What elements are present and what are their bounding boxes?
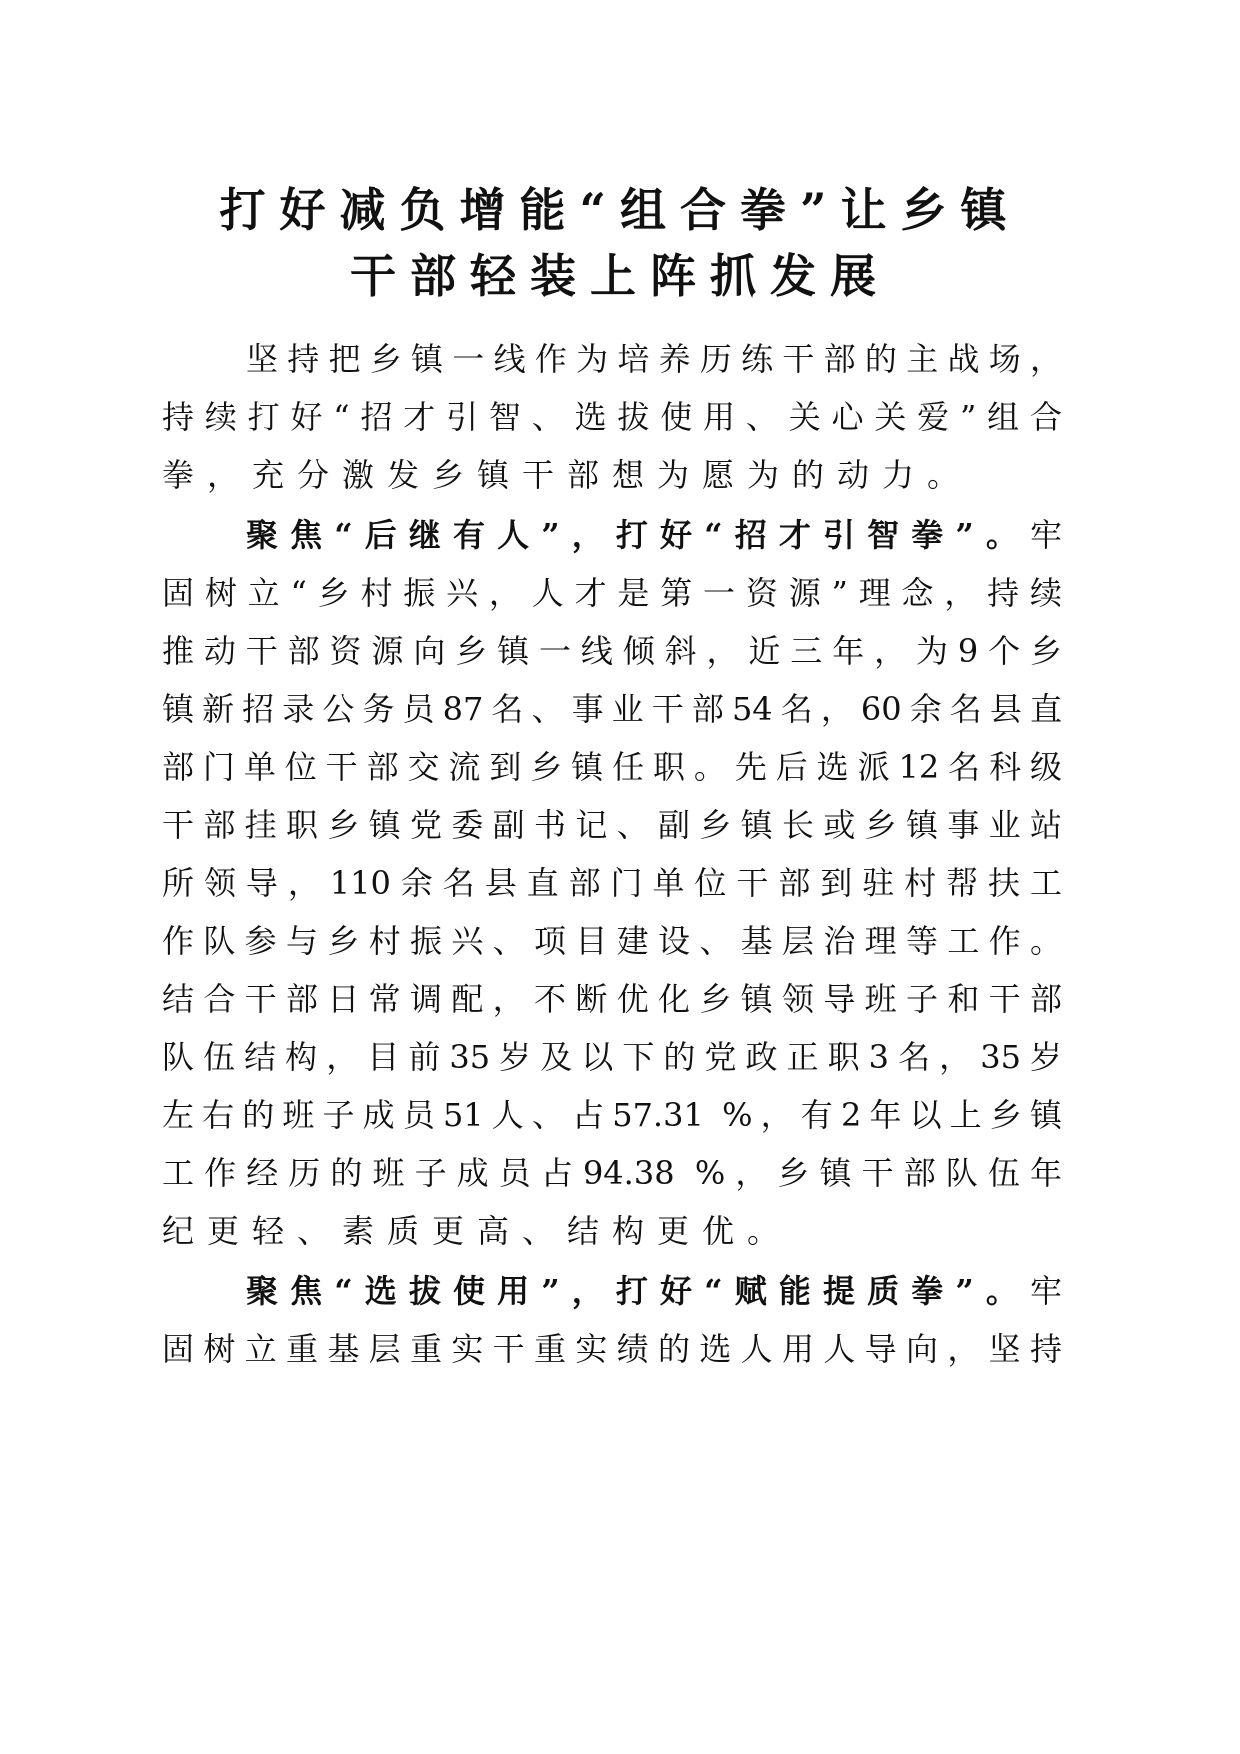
paragraph-3-line-2: 固树立重基层重实干重实绩的选人用人导向，坚持 — [162, 1330, 1062, 1368]
paragraph-2-line-7: 所领导，110余名县直部门单位干部到驻村帮扶工 — [162, 864, 1062, 902]
paragraph-2-line-4: 镇新招录公务员87名、事业干部54名，60余名县直 — [162, 690, 1062, 728]
paragraph-2-line-3: 推动干部资源向乡镇一线倾斜，近三年，为9个乡 — [162, 632, 1062, 670]
paragraph-1-line-1: 坚持把乡镇一线作为培养历练干部的主战场， — [246, 340, 1062, 378]
paragraph-3-heading: 聚焦“选拔使用”，打好“赋能提质拳”。 — [246, 1272, 1030, 1310]
paragraph-2-line-2: 固树立“乡村振兴，人才是第一资源”理念，持续 — [162, 574, 1062, 612]
paragraph-3-line-1 — [246, 1269, 1062, 1313]
paragraph-2-line-8: 作队参与乡村振兴、项目建设、基层治理等工作。 — [162, 922, 1062, 960]
paragraph-2-line-13: 纪更轻、素质更高、结构更优。 — [162, 1212, 793, 1250]
paragraph-2-line-12: 工作经历的班子成员占94.38 %，乡镇干部队伍年 — [162, 1154, 1062, 1192]
document-title-line-2: 干部轻装上阵抓发展 — [350, 249, 890, 303]
paragraph-2-line-5: 部门单位干部交流到乡镇任职。先后选派12名科级 — [162, 748, 1062, 786]
paragraph-2-line-11: 左右的班子成员51人、占57.31 %，有2年以上乡镇 — [162, 1096, 1062, 1134]
paragraph-2-line-1 — [246, 513, 1062, 557]
paragraph-2-line-10: 队伍结构，目前35岁及以下的党政正职3名，35岁 — [162, 1038, 1062, 1076]
paragraph-1-line-2: 持续打好“招才引智、选拔使用、关心关爱”组合 — [162, 398, 1062, 436]
paragraph-2-line-6: 干部挂职乡镇党委副书记、副乡镇长或乡镇事业站 — [162, 806, 1062, 844]
paragraph-3-line-1-tail: 牢 — [1029, 1272, 1062, 1310]
paragraph-2-line-9: 结合干部日常调配，不断优化乡镇领导班子和干部 — [162, 980, 1062, 1018]
document-title-line-1: 打好减负增能“组合拳”让乡镇 — [219, 183, 1021, 237]
paragraph-2-line-1-tail: 牢 — [1029, 516, 1062, 554]
paragraph-1-line-3: 拳，充分激发乡镇干部想为愿为的动力。 — [162, 456, 973, 494]
paragraph-2-heading: 聚焦“后继有人”，打好“招才引智拳”。 — [246, 516, 1030, 554]
